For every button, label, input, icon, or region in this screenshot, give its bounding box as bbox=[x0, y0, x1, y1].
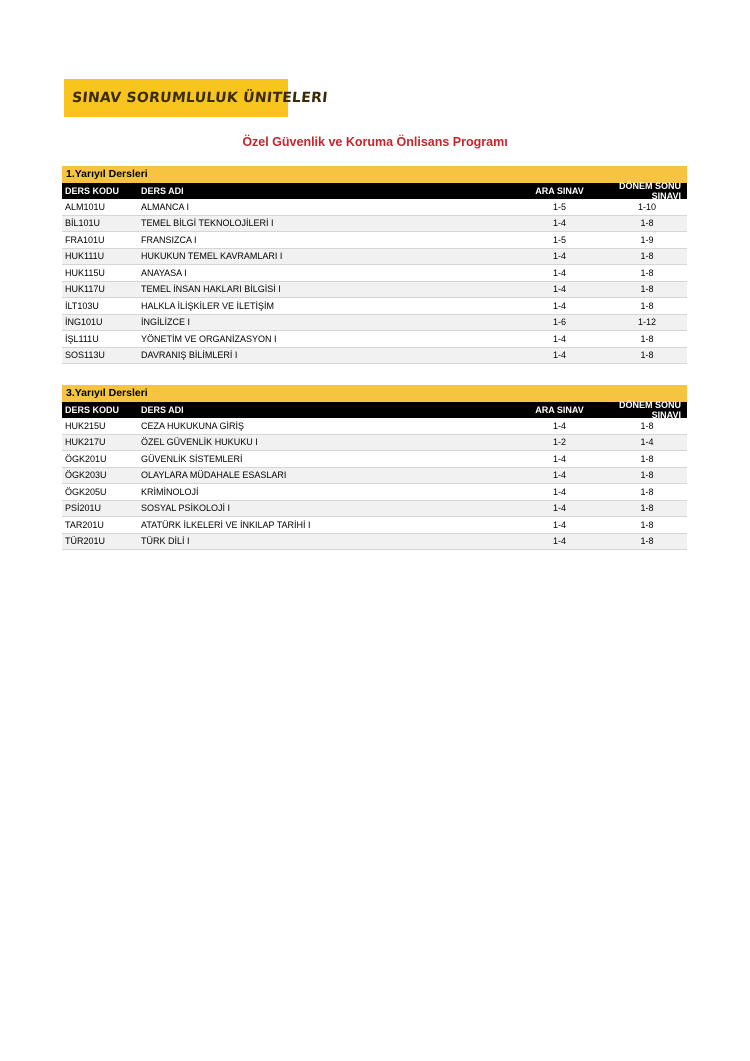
final-units: 1-9 bbox=[640, 234, 654, 245]
midterm-units: 1-4 bbox=[552, 503, 566, 514]
course-code: PSİ201U bbox=[65, 503, 102, 514]
table-row bbox=[62, 501, 687, 518]
midterm-units: 1-4 bbox=[552, 536, 566, 547]
table-row bbox=[62, 517, 687, 534]
midterm-units: 1-4 bbox=[552, 333, 566, 344]
midterm-units: 1-4 bbox=[552, 470, 566, 481]
course-name: SOSYAL PSİKOLOJİ I bbox=[141, 503, 231, 514]
final-units: 1-8 bbox=[640, 300, 654, 311]
course-code: HUK115U bbox=[65, 267, 105, 278]
column-header-row bbox=[62, 402, 687, 418]
course-name: CEZA HUKUKUNA GİRİŞ bbox=[141, 420, 245, 431]
table-row bbox=[62, 232, 687, 249]
course-name: KRİMİNOLOJİ bbox=[141, 486, 199, 497]
midterm-units: 1-4 bbox=[552, 486, 566, 497]
final-units: 1-8 bbox=[640, 218, 654, 229]
banner-title: SINAV SORUMLULUK ÜNITELERI bbox=[71, 90, 329, 106]
course-list bbox=[62, 199, 687, 364]
course-name: TÜRK DİLİ I bbox=[141, 536, 190, 547]
midterm-units: 1-5 bbox=[552, 234, 566, 245]
col-header-ara: ARA SINAV bbox=[535, 186, 584, 196]
final-units: 1-8 bbox=[640, 350, 654, 361]
col-header-code: DERS KODU bbox=[65, 405, 120, 415]
course-code: HUK215U bbox=[65, 420, 106, 431]
table-row bbox=[62, 331, 687, 348]
program-title: Özel Güvenlik ve Koruma Önlisans Programı bbox=[242, 135, 508, 149]
course-code: HUK111U bbox=[65, 251, 105, 262]
col-header-name: DERS ADI bbox=[141, 186, 184, 196]
course-name: HUKUKUN TEMEL KAVRAMLARI I bbox=[141, 251, 283, 262]
table-row bbox=[62, 484, 687, 501]
course-code: BİL101U bbox=[65, 218, 101, 229]
final-units: 1-10 bbox=[637, 201, 656, 212]
course-code: SOS113U bbox=[65, 350, 105, 361]
course-code: İNG101U bbox=[65, 317, 103, 328]
section-semester-3 bbox=[62, 385, 687, 550]
course-name: İNGİLİZCE I bbox=[141, 317, 191, 328]
course-name: GÜVENLİK SİSTEMLERİ bbox=[141, 453, 243, 464]
midterm-units: 1-4 bbox=[552, 350, 566, 361]
table-row bbox=[62, 249, 687, 266]
table-row bbox=[62, 348, 687, 365]
course-code: TÜR201U bbox=[65, 536, 106, 547]
midterm-units: 1-6 bbox=[552, 317, 566, 328]
course-name: TEMEL BİLGİ TEKNOLOJİLERİ I bbox=[141, 218, 274, 229]
final-units: 1-8 bbox=[640, 420, 654, 431]
final-units: 1-8 bbox=[640, 486, 654, 497]
table-row bbox=[62, 282, 687, 299]
course-name: DAVRANIŞ BİLİMLERİ I bbox=[141, 350, 238, 361]
final-units: 1-8 bbox=[640, 453, 654, 464]
midterm-units: 1-5 bbox=[552, 201, 566, 212]
midterm-units: 1-2 bbox=[552, 437, 566, 448]
course-name: ÖZEL GÜVENLİK HUKUKU I bbox=[141, 437, 258, 448]
course-name: ANAYASA I bbox=[141, 267, 187, 278]
final-units: 1-8 bbox=[640, 536, 654, 547]
final-units: 1-8 bbox=[640, 503, 654, 514]
final-units: 1-12 bbox=[637, 317, 656, 328]
table-row bbox=[62, 298, 687, 315]
course-code: İLT103U bbox=[65, 300, 99, 311]
section-semester-1 bbox=[62, 166, 687, 364]
header-banner bbox=[64, 79, 329, 117]
col-header-donem: DÖNEM SONU SINAVI bbox=[618, 400, 681, 420]
section-heading: 1.Yarıyıl Dersleri bbox=[62, 166, 687, 183]
table-row bbox=[62, 265, 687, 282]
course-code: HUK217U bbox=[65, 437, 106, 448]
course-list bbox=[62, 418, 687, 550]
course-name: ATATÜRK İLKELERİ VE İNKILAP TARİHİ I bbox=[141, 519, 311, 530]
final-units: 1-8 bbox=[640, 470, 654, 481]
midterm-units: 1-4 bbox=[552, 284, 566, 295]
course-code: İŞL111U bbox=[65, 333, 99, 344]
final-units: 1-8 bbox=[640, 333, 654, 344]
final-units: 1-8 bbox=[640, 251, 654, 262]
final-units: 1-8 bbox=[640, 284, 654, 295]
midterm-units: 1-4 bbox=[552, 453, 566, 464]
midterm-units: 1-4 bbox=[552, 519, 566, 530]
final-units: 1-4 bbox=[640, 437, 654, 448]
midterm-units: 1-4 bbox=[552, 420, 566, 431]
section-heading: 3.Yarıyıl Dersleri bbox=[62, 385, 687, 402]
course-name: FRANSIZCA I bbox=[141, 234, 197, 245]
midterm-units: 1-4 bbox=[552, 300, 566, 311]
table-row bbox=[62, 451, 687, 468]
course-code: ÖGK201U bbox=[65, 453, 107, 464]
col-header-donem: DÖNEM SONU SINAVI bbox=[618, 181, 681, 201]
final-units: 1-8 bbox=[640, 519, 654, 530]
course-code: ÖGK203U bbox=[65, 470, 107, 481]
table-row bbox=[62, 216, 687, 233]
table-row bbox=[62, 435, 687, 452]
table-row bbox=[62, 315, 687, 332]
course-name: HALKLA İLİŞKİLER VE İLETİŞİM bbox=[141, 300, 275, 311]
col-header-code: DERS KODU bbox=[65, 186, 120, 196]
course-code: ÖGK205U bbox=[65, 486, 107, 497]
midterm-units: 1-4 bbox=[552, 251, 566, 262]
course-code: HUK117U bbox=[65, 284, 105, 295]
midterm-units: 1-4 bbox=[552, 218, 566, 229]
table-row bbox=[62, 199, 687, 216]
column-header-row bbox=[62, 183, 687, 199]
course-code: FRA101U bbox=[65, 234, 105, 245]
col-header-name: DERS ADI bbox=[141, 405, 184, 415]
col-header-ara: ARA SINAV bbox=[535, 405, 584, 415]
table-row bbox=[62, 468, 687, 485]
table-row bbox=[62, 418, 687, 435]
course-name: YÖNETİM VE ORGANİZASYON I bbox=[141, 333, 277, 344]
course-code: TAR201U bbox=[65, 519, 104, 530]
course-name: ALMANCA I bbox=[141, 201, 190, 212]
midterm-units: 1-4 bbox=[552, 267, 566, 278]
course-code: ALM101U bbox=[65, 201, 106, 212]
table-row bbox=[62, 534, 687, 551]
final-units: 1-8 bbox=[640, 267, 654, 278]
course-name: OLAYLARA MÜDAHALE ESASLARI bbox=[141, 470, 287, 481]
course-name: TEMEL İNSAN HAKLARI BİLGİSİ I bbox=[141, 284, 281, 295]
